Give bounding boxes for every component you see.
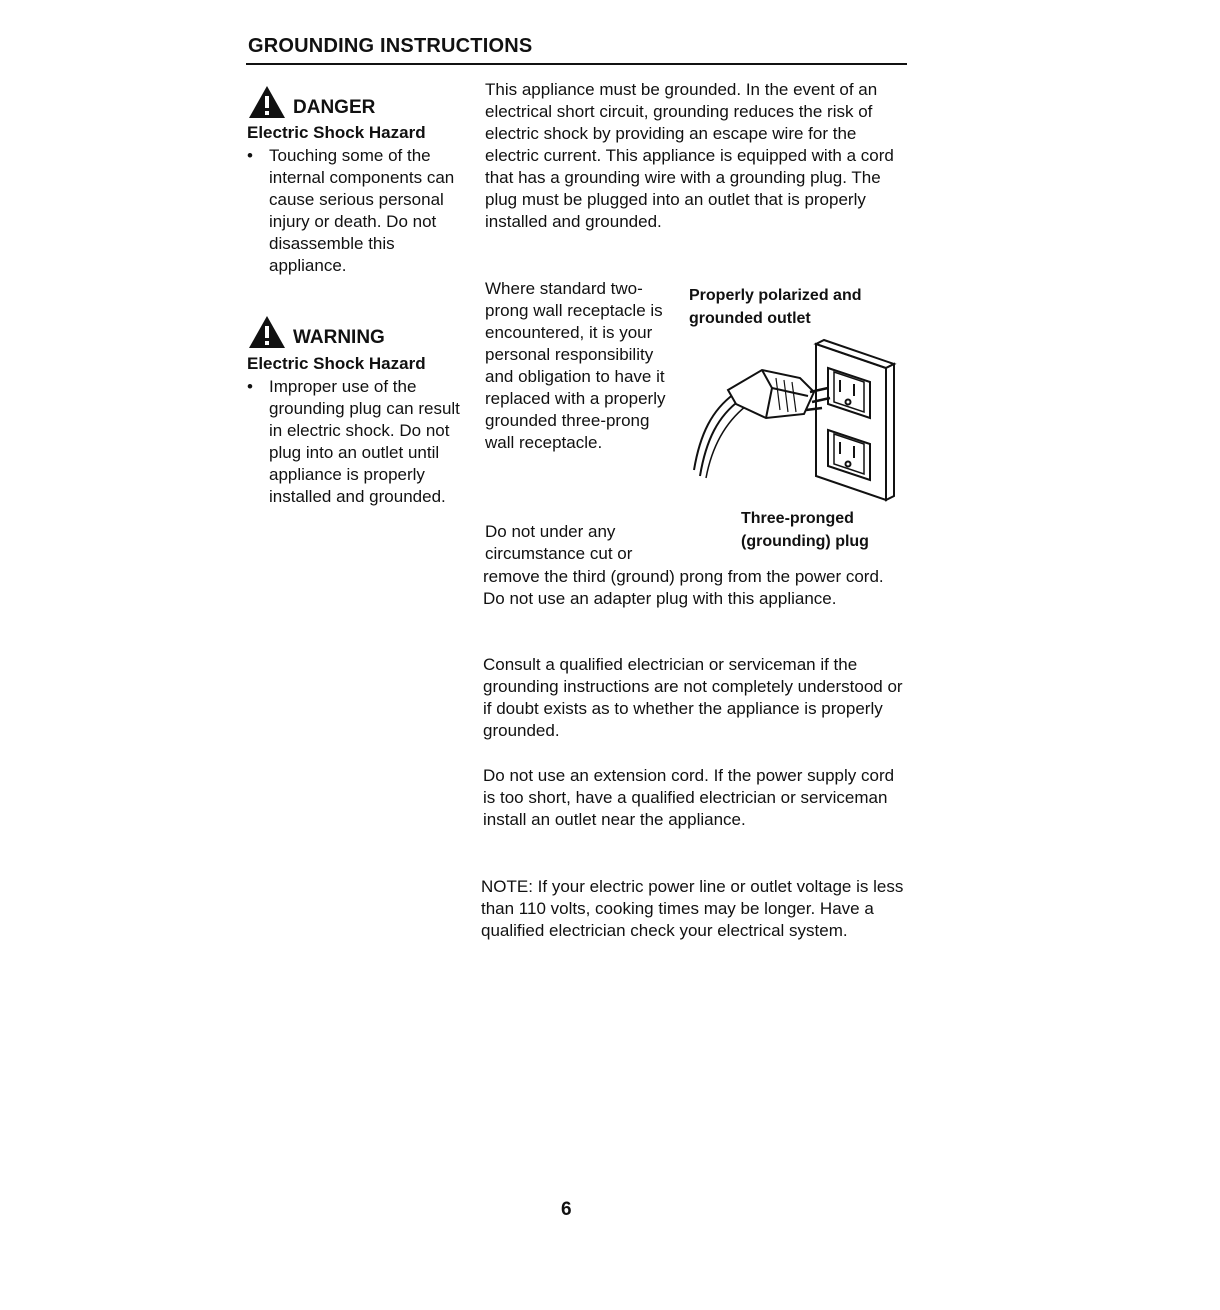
paragraph-grounding-required: This appliance must be grounded. In the event of an electrical short circuit, grounding reduces the risk of electric shock by providing an escape wire for the electric current. This appliance is equipped with a cord that has a grounding wire with a grounding plug. The plug must be plugged into an outlet that is properly installed and grounded. <box>485 80 894 231</box>
danger-bullet <box>247 145 464 277</box>
danger-label: DANGER <box>293 97 376 118</box>
warning-text: Improper use of the grounding plug can result in electric shock. Do not plug into an outlet until appliance is properly installed and grounded. <box>269 377 460 506</box>
danger-text: Touching some of the internal components can cause serious personal injury or death. Do not disassemble this appliance. <box>269 146 455 275</box>
grounded-outlet-illustration <box>688 338 906 508</box>
warning-heading <box>247 314 464 350</box>
paragraph-do-not-cut-rest: remove the third (ground) prong from the power cord. Do not use an adapter plug with this appliance. <box>483 567 884 608</box>
warning-label: WARNING <box>293 327 385 348</box>
danger-notice <box>247 84 464 277</box>
warning-hazard-title: Electric Shock Hazard <box>247 354 426 373</box>
bullet-marker: • <box>247 146 253 165</box>
warning-triangle-icon <box>247 84 287 120</box>
paragraph-extension-cord: Do not use an extension cord. If the power supply cord is too short, have a qualified electrician or serviceman install an outlet near the appliance. <box>483 766 895 829</box>
figure-caption-plug: Three-pronged (grounding) plug <box>741 510 869 550</box>
paragraph-note-voltage: NOTE: If your electric power line or outlet voltage is less than 110 volts, cooking times may be longer. Have a qualified electrician check your electrical system. <box>481 877 904 940</box>
page-title: GROUNDING INSTRUCTIONS <box>248 35 533 57</box>
bullet-marker: • <box>247 377 253 396</box>
warning-triangle-icon <box>247 314 287 350</box>
paragraph-consult-electrician: Consult a qualified electrician or serviceman if the grounding instructions are not completely understood or if doubt exists as to whether the appliance is properly grounded. <box>483 655 903 740</box>
title-divider <box>246 63 907 65</box>
warning-notice <box>247 314 464 508</box>
page-number: 6 <box>561 1199 572 1220</box>
danger-hazard-title: Electric Shock Hazard <box>247 123 426 142</box>
paragraph-two-prong: Where standard two-prong wall receptacle is encountered, it is your personal responsibility and obligation to have it replaced with a properly grounded three-prong wall receptacle. <box>485 279 666 452</box>
warning-bullet <box>247 376 464 508</box>
paragraph-do-not-cut-start: Do not under any circumstance cut or <box>485 522 633 563</box>
danger-heading <box>247 84 464 120</box>
figure-caption-outlet: Properly polarized and grounded outlet <box>689 287 862 327</box>
